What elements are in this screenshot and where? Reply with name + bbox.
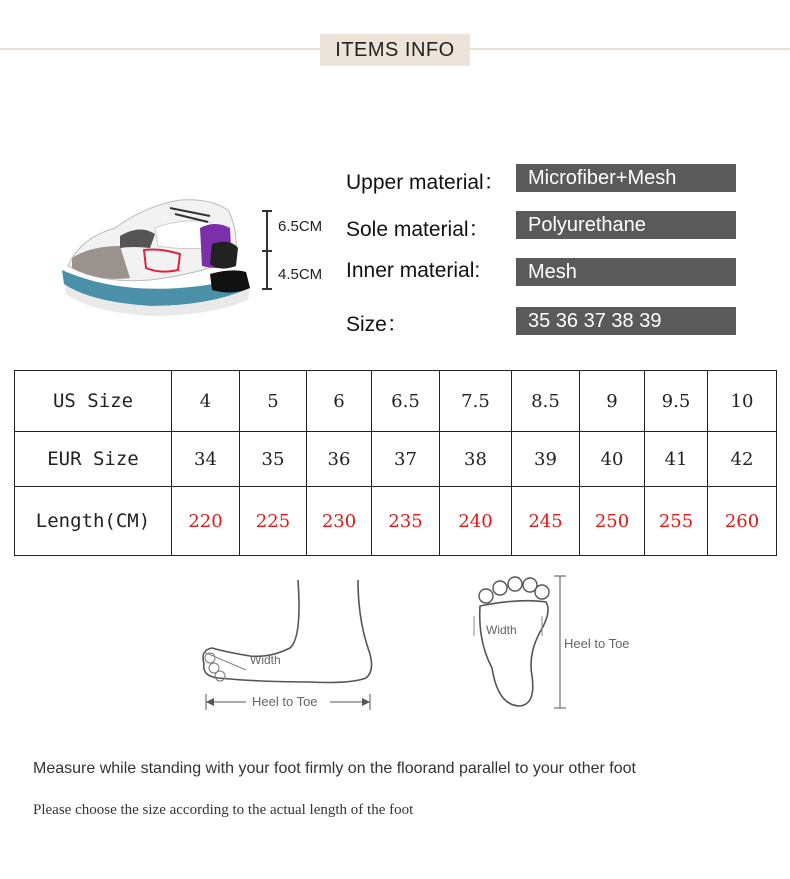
us-size-cell: 4	[172, 371, 240, 432]
size-value: 35 36 37 38 39	[516, 307, 736, 335]
section-title: ITEMS INFO	[320, 34, 470, 66]
us-size-cell: 7.5	[440, 371, 512, 432]
eur-size-cell: 38	[440, 432, 512, 487]
measure-instruction: Measure while standing with your foot firmly on the floorand parallel to your other foot	[33, 760, 636, 777]
upper-height-label: 6.5CM	[278, 218, 323, 235]
us-size-cell: 10	[708, 371, 777, 432]
size-chart-table	[14, 370, 777, 556]
length-cell: 240	[440, 487, 512, 556]
eur-size-cell: 40	[580, 432, 645, 487]
length-cell: 255	[645, 487, 708, 556]
length-row	[15, 487, 777, 556]
eur-size-row	[15, 432, 777, 487]
us-size-cell: 6	[307, 371, 372, 432]
us-size-header: US Size	[15, 371, 172, 432]
size-instruction: Please choose the size according to the actual length of the foot	[33, 802, 414, 818]
header-divider-left	[0, 48, 320, 50]
inner-material-value: Mesh	[516, 258, 736, 286]
us-size-row	[15, 371, 777, 432]
length-cell: 250	[580, 487, 645, 556]
eur-size-cell: 35	[240, 432, 307, 487]
eur-size-cell: 36	[307, 432, 372, 487]
eur-size-cell: 34	[172, 432, 240, 487]
upper-material-value: Microfiber+Mesh	[516, 164, 736, 192]
length-cell: 235	[372, 487, 440, 556]
height-dimension-tick-mid	[262, 250, 272, 252]
us-size-cell: 5	[240, 371, 307, 432]
inner-material-label: Inner material:	[346, 259, 481, 282]
us-size-cell: 6.5	[372, 371, 440, 432]
eur-size-header: EUR Size	[15, 432, 172, 487]
side-width-label: Width	[250, 653, 281, 667]
length-cell: 225	[240, 487, 307, 556]
length-cell: 260	[708, 487, 777, 556]
eur-size-cell: 41	[645, 432, 708, 487]
header-divider-right	[470, 48, 790, 50]
us-size-cell: 8.5	[512, 371, 580, 432]
size-label: Size：	[346, 313, 408, 336]
bottom-heel-to-toe-label: Heel to Toe	[564, 636, 630, 651]
length-header: Length(CM)	[15, 487, 172, 556]
foot-bottom-diagram	[470, 572, 660, 712]
length-cell: 245	[512, 487, 580, 556]
sole-material-value: Polyurethane	[516, 211, 736, 239]
height-dimension-tick-top	[262, 210, 272, 212]
sole-material-label: Sole material：	[346, 218, 490, 241]
eur-size-cell: 39	[512, 432, 580, 487]
length-cell: 220	[172, 487, 240, 556]
eur-size-cell: 37	[372, 432, 440, 487]
eur-size-cell: 42	[708, 432, 777, 487]
bottom-width-label: Width	[486, 623, 517, 637]
us-size-cell: 9	[580, 371, 645, 432]
side-heel-to-toe-label: Heel to Toe	[252, 694, 318, 709]
length-cell: 230	[307, 487, 372, 556]
upper-material-label: Upper material：	[346, 171, 505, 194]
height-dimension-tick-bottom	[262, 288, 272, 290]
sole-height-label: 4.5CM	[278, 266, 323, 283]
us-size-cell: 9.5	[645, 371, 708, 432]
shoe-image	[60, 188, 260, 318]
foot-side-diagram	[190, 578, 390, 718]
